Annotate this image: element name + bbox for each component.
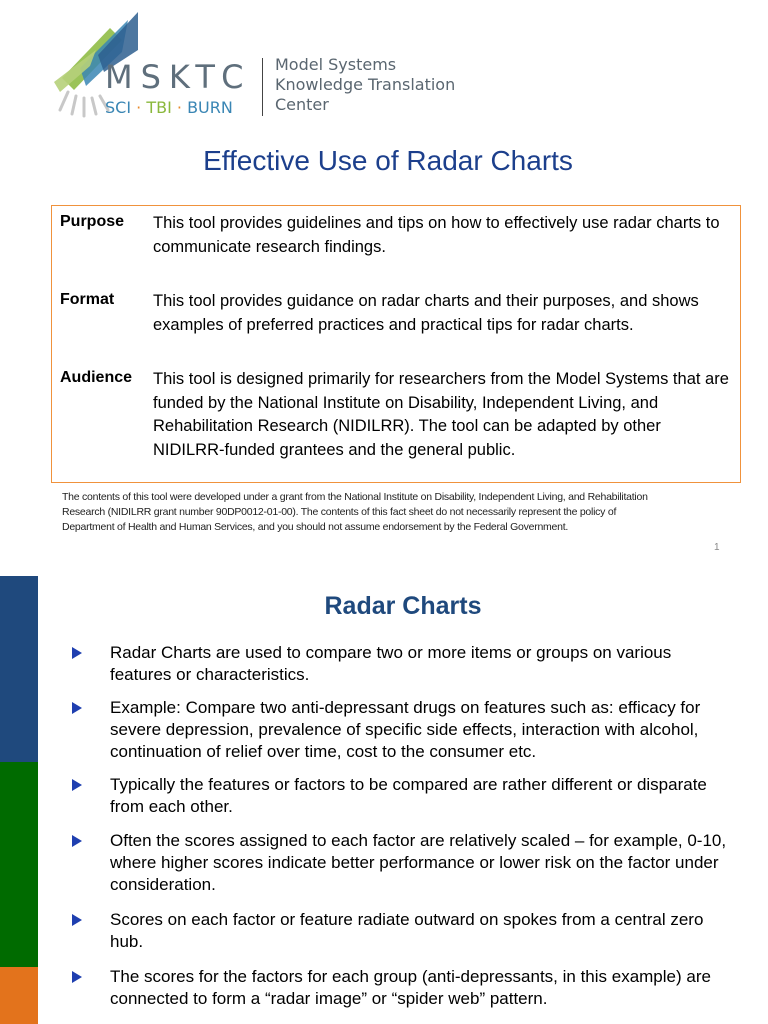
section-heading: Radar Charts bbox=[324, 592, 482, 620]
mssktc-logo bbox=[50, 10, 510, 122]
logo-org-name: Model Systems Knowledge Translation Center bbox=[275, 55, 456, 114]
list-item: Radar Charts are used to compare two or more items or groups on various features or characteristics. bbox=[72, 642, 732, 686]
info-label: Format bbox=[60, 291, 115, 308]
triangle-bullet-icon bbox=[72, 779, 82, 791]
logo-divider bbox=[262, 58, 263, 116]
side-bar-green bbox=[0, 762, 38, 967]
triangle-bullet-icon bbox=[72, 914, 82, 926]
list-item: The scores for the factors for each group (anti-depressants, in this example) are connected to form a “radar image” or “spider web” pattern. bbox=[72, 966, 732, 1010]
info-text: This tool is designed primarily for researchers from the Model Systems that are funded by the National Institute on Disability, Independent Living, and Rehabilitation Research (NIDILRR). The tool can be adapted by other NIDILRR-funded grantees and the general public. bbox=[153, 370, 729, 459]
logo-wordmark: MSKTC bbox=[105, 58, 252, 96]
triangle-bullet-icon bbox=[72, 835, 82, 847]
disclaimer: The contents of this tool were developed under a grant from the National Institute on Disability, Independent Living, and Rehabilitation Research (NIDILRR grant number 90DP0012-01-00). The contents of this fact sheet do not necessarily represent the policy of Department of Health and Human Services, and you should not assume endorsement by the Federal Government. bbox=[62, 491, 648, 533]
triangle-bullet-icon bbox=[72, 647, 82, 659]
page-title: Effective Use of Radar Charts bbox=[203, 145, 573, 176]
side-bar-orange bbox=[0, 967, 38, 1024]
info-box bbox=[51, 205, 741, 483]
list-item: Often the scores assigned to each factor are relatively scaled – for example, 0-10, where higher scores indicate better performance or lower risk on the factor under consideration. bbox=[72, 830, 732, 896]
logo-subtitle: SCI · TBI · BURN bbox=[105, 98, 233, 117]
info-text: This tool provides guidance on radar charts and their purposes, and shows examples of preferred practices and practical tips for radar charts. bbox=[153, 292, 699, 334]
list-item: Scores on each factor or feature radiate outward on spokes from a central zero hub. bbox=[72, 909, 732, 953]
info-label: Audience bbox=[60, 369, 133, 386]
list-item: Example: Compare two anti-depressant drugs on features such as: efficacy for severe depression, prevalence of specific side effects, interaction with alcohol, continuation of relief over time, cost to the consumer etc. bbox=[72, 697, 732, 763]
triangle-bullet-icon bbox=[72, 702, 82, 714]
info-label: Purpose bbox=[60, 213, 125, 230]
info-text: This tool provides guidelines and tips on how to effectively use radar charts to communicate research findings. bbox=[153, 214, 720, 256]
bullet-list bbox=[72, 642, 732, 1010]
triangle-bullet-icon bbox=[72, 971, 82, 983]
page-number: 1 bbox=[714, 542, 720, 553]
list-item: Typically the features or factors to be compared are rather different or disparate from each other. bbox=[72, 774, 732, 818]
